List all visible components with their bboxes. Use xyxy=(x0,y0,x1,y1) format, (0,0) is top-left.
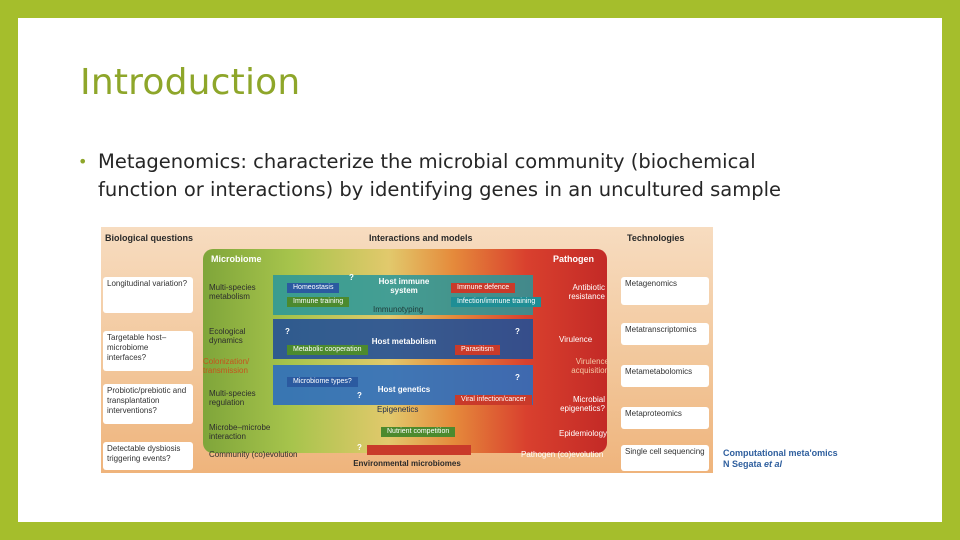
pathogen-item-2: Virulence xyxy=(559,335,593,344)
pathogen-item-1: Antibiotic resistance xyxy=(568,283,605,301)
header-technologies: Technologies xyxy=(627,233,685,243)
question-dysbiosis: Detectable dysbiosis triggering events? xyxy=(103,442,193,470)
question-mark-5: ? xyxy=(357,391,362,400)
credit-etal: et al xyxy=(764,459,783,469)
arrow-metabolic-cooperation: Metabolic cooperation xyxy=(287,345,368,355)
host-immune-label: Host immune system xyxy=(378,277,430,295)
tech-single-cell: Single cell sequencing xyxy=(621,445,709,471)
arrow-immune-defence: Immune defence xyxy=(451,283,515,293)
host-metabolism-label: Host metabolism xyxy=(371,337,437,346)
tech-metametabolomics: Metametabolomics xyxy=(621,365,709,387)
arrow-parasitism: Parasitism xyxy=(455,345,500,355)
tech-metatranscriptomics: Metatranscriptomics xyxy=(621,323,709,345)
interactions-panel xyxy=(203,249,609,459)
question-mark-6: ? xyxy=(357,443,362,452)
bullet-item xyxy=(80,148,840,204)
arrow-nutrient-competition: Nutrient competition xyxy=(381,427,455,437)
pathogen-item-3: Virulence acquisition xyxy=(571,357,609,375)
microbiome-item-6: Community (co)evolution xyxy=(209,450,298,459)
pathogen-item-6: Pathogen (co)evolution xyxy=(521,450,604,459)
microbiome-title: Microbiome xyxy=(211,254,262,264)
credit-line-2 xyxy=(723,459,838,470)
microbiome-item-5: Microbe–microbe interaction xyxy=(209,423,271,441)
question-mark-4: ? xyxy=(515,373,520,382)
microbiome-item-2: Ecological dynamics xyxy=(209,327,246,345)
tech-metagenomics: Metagenomics xyxy=(621,277,709,305)
pathogen-item-5: Epidemiology xyxy=(559,429,608,438)
question-mark-3: ? xyxy=(515,327,520,336)
pathogen-title: Pathogen xyxy=(553,254,595,264)
microbiome-item-4: Multi-species regulation xyxy=(209,389,256,407)
host-genetics-label: Host genetics xyxy=(377,385,431,394)
bullet-marker: • xyxy=(78,152,88,171)
arrow-coevolution xyxy=(367,445,471,455)
environmental-microbiomes-label: Environmental microbiomes xyxy=(353,459,461,468)
question-probiotic: Probiotic/prebiotic and transplantation interventions? xyxy=(103,384,193,424)
arrow-immune-training: Immune training xyxy=(287,297,349,307)
tech-metaproteomics: Metaproteomics xyxy=(621,407,709,429)
pathogen-item-4: Microbial epigenetics? xyxy=(560,395,605,413)
immunotyping-label: Immunotyping xyxy=(373,305,424,314)
arrow-infection-training: Infection/immune training xyxy=(451,297,541,307)
question-mark-1: ? xyxy=(349,273,354,282)
bullet-text: Metagenomics: characterize the microbial community (biochemical function or interactions) by identifying genes in an uncultured sample xyxy=(98,150,782,201)
figure-credit xyxy=(723,448,838,470)
question-longitudinal: Longitudinal variation? xyxy=(103,277,193,313)
microbiome-item-3: Colonization/ transmission xyxy=(203,357,250,375)
header-interactions-models: Interactions and models xyxy=(369,233,473,243)
arrow-viral-infection: Viral infection/cancer xyxy=(455,395,532,405)
metaomics-figure xyxy=(101,227,713,473)
question-mark-2: ? xyxy=(285,327,290,336)
slide-title: Introduction xyxy=(80,62,301,103)
credit-authors: N Segata xyxy=(723,459,765,469)
arrow-microbiome-types: Microbiome types? xyxy=(287,377,358,387)
header-biological-questions: Biological questions xyxy=(105,233,194,243)
microbiome-item-1: Multi-species metabolism xyxy=(209,283,256,301)
question-targetable: Targetable host–microbiome interfaces? xyxy=(103,331,193,371)
epigenetics-label: Epigenetics xyxy=(377,405,419,414)
credit-line-1: Computational meta'omics xyxy=(723,448,838,458)
arrow-homeostasis: Homeostasis xyxy=(287,283,339,293)
